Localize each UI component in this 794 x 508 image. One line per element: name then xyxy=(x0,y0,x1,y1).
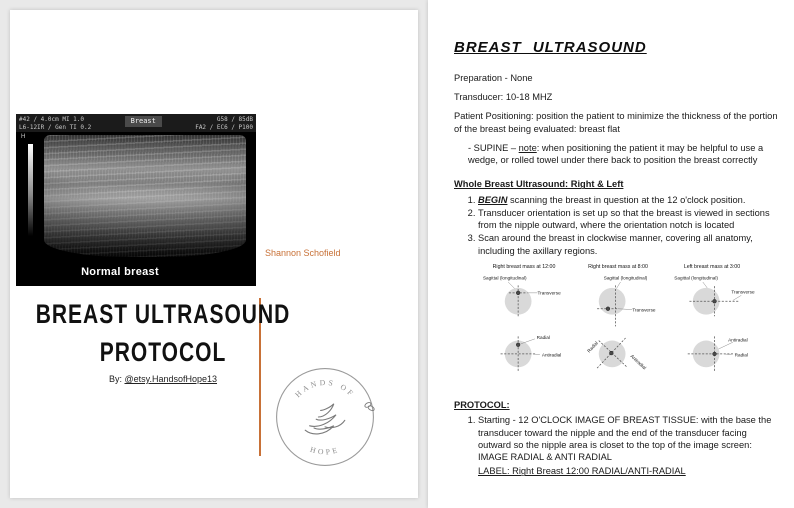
machine-readout-line1: #42 / 4.0cm MI 1.0 xyxy=(19,116,85,123)
step-1-emphasis: BEGIN xyxy=(478,194,508,205)
step-1-text: scanning the breast in question at the 12 o'clock position. xyxy=(507,194,746,205)
grayscale-bar xyxy=(28,144,33,236)
protocol-label-line: LABEL: Right Breast 12:00 RADIAL/ANTI-RADIAL xyxy=(478,466,686,477)
mass-dot xyxy=(516,343,520,347)
protocol-step-1-text: Starting - 12 O'CLOCK IMAGE OF BREAST TISSUE: with the base the transducer toward the nipple and the end of the transducer facing outward so the nipple area is closet to the top of the image screen: IMAGE RADIAL & ANTI RADIAL xyxy=(478,415,772,463)
settings-readout-line1: G58 / 85dB xyxy=(216,116,253,123)
machine-readout-line2: L6-12IR / Gen TI 0.2 xyxy=(19,123,92,131)
butterfly-icon xyxy=(364,402,375,412)
cover-page xyxy=(10,10,418,498)
sagittal-label: Sagittal (longitudinal) xyxy=(482,275,527,281)
radial-label: Radial xyxy=(586,340,599,354)
probe-preset-label: Breast xyxy=(125,116,162,127)
protocol-step-1 xyxy=(478,414,782,477)
logo-arc-bottom-text: HOPE xyxy=(309,444,341,457)
step-3-text: Scan around the breast in clockwise manner, covering all anatomy, including the axillary regions. xyxy=(478,233,753,256)
sagittal-label: Sagittal (longitudinal) xyxy=(674,275,718,281)
settings-readout-line2: FA2 / EC6 / P100 xyxy=(195,123,253,131)
positioning-paragraph: Patient Positioning: position the patient to minimize the thickness of the portion of the breast being evaluated: breast flat xyxy=(454,111,778,134)
step-2-text: Transducer orientation is set up so that the breast is viewed in sections from the nipple outward, where the orientation notch is located xyxy=(478,207,770,231)
logo-arc-top-text: HANDS OF xyxy=(293,377,357,400)
protocol-page xyxy=(428,0,794,508)
protocol-steps-list xyxy=(454,414,782,477)
hands-illustration-icon xyxy=(305,404,345,434)
ultrasound-image xyxy=(16,114,256,286)
whole-breast-heading: Whole Breast Ultrasound: Right & Left xyxy=(454,179,624,190)
radial-label: Radial xyxy=(536,334,550,340)
supine-rest: : when positioning the patient it may be helpful to use a wedge, or rolled towel under there back to position the breast correctly xyxy=(468,142,764,166)
antiradial-label: Antiradial xyxy=(728,337,748,343)
mass-dot xyxy=(609,351,613,355)
protocol-heading: PROTOCOL: xyxy=(454,399,510,410)
hands-of-hope-logo xyxy=(270,362,380,472)
etsy-handle-link[interactable]: @etsy.HandsofHope13 xyxy=(124,374,218,384)
diagram-column-header: Right breast mass at 8:00 xyxy=(588,263,648,270)
protocol-content xyxy=(428,0,794,478)
radial-label: Radial xyxy=(734,352,748,358)
byline-prefix: By: xyxy=(108,374,125,384)
scan-plane-diagram xyxy=(478,261,782,395)
cover-title-line2: PROTOCOL xyxy=(99,338,227,368)
supine-paragraph xyxy=(468,142,782,167)
mass-dot xyxy=(713,352,717,356)
ultrasound-settings-readout xyxy=(195,116,253,131)
step-1 xyxy=(478,194,782,206)
step-3 xyxy=(478,232,782,257)
diagram-right-breast-1200 xyxy=(478,261,570,395)
cover-title-line1: BREAST ULTRASOUND xyxy=(35,300,291,330)
author-credit: Shannon Schofield xyxy=(265,248,341,258)
preparation-line: Preparation - None xyxy=(454,72,533,83)
scanning-steps-list xyxy=(454,194,782,257)
diagram-column-header: Left breast mass at 3:00 xyxy=(683,263,741,270)
antiradial-label: Antiradial xyxy=(541,352,562,358)
page-title: BREAST ULTRASOUND xyxy=(454,39,647,56)
diagram-left-breast-0300 xyxy=(666,261,758,395)
transverse-label: Transverse xyxy=(537,290,561,296)
sagittal-label: Sagittal (longitudinal) xyxy=(603,275,648,281)
diagram-column-header: Right breast mass at 12:00 xyxy=(492,263,556,270)
ultrasound-caption: Normal breast xyxy=(81,266,159,278)
ultrasound-header xyxy=(16,114,256,132)
diagram-right-breast-0800 xyxy=(572,261,664,395)
supine-prefix: - SUPINE – xyxy=(468,142,519,153)
breast-circle-sagittal xyxy=(599,288,626,315)
transverse-label: Transverse xyxy=(632,307,656,313)
transverse-label: Transverse xyxy=(731,289,755,295)
ultrasound-machine-readout xyxy=(19,116,91,131)
mass-dot xyxy=(606,307,610,311)
orientation-marker: H xyxy=(21,134,26,140)
mass-dot xyxy=(516,291,520,295)
transducer-line: Transducer: 10-18 MHZ xyxy=(454,92,553,103)
antiradial-label: Antiradial xyxy=(629,353,648,371)
mass-dot xyxy=(713,299,717,303)
supine-note-word: note xyxy=(518,142,537,153)
step-2 xyxy=(478,207,782,232)
ultrasound-scan-area xyxy=(44,135,246,257)
